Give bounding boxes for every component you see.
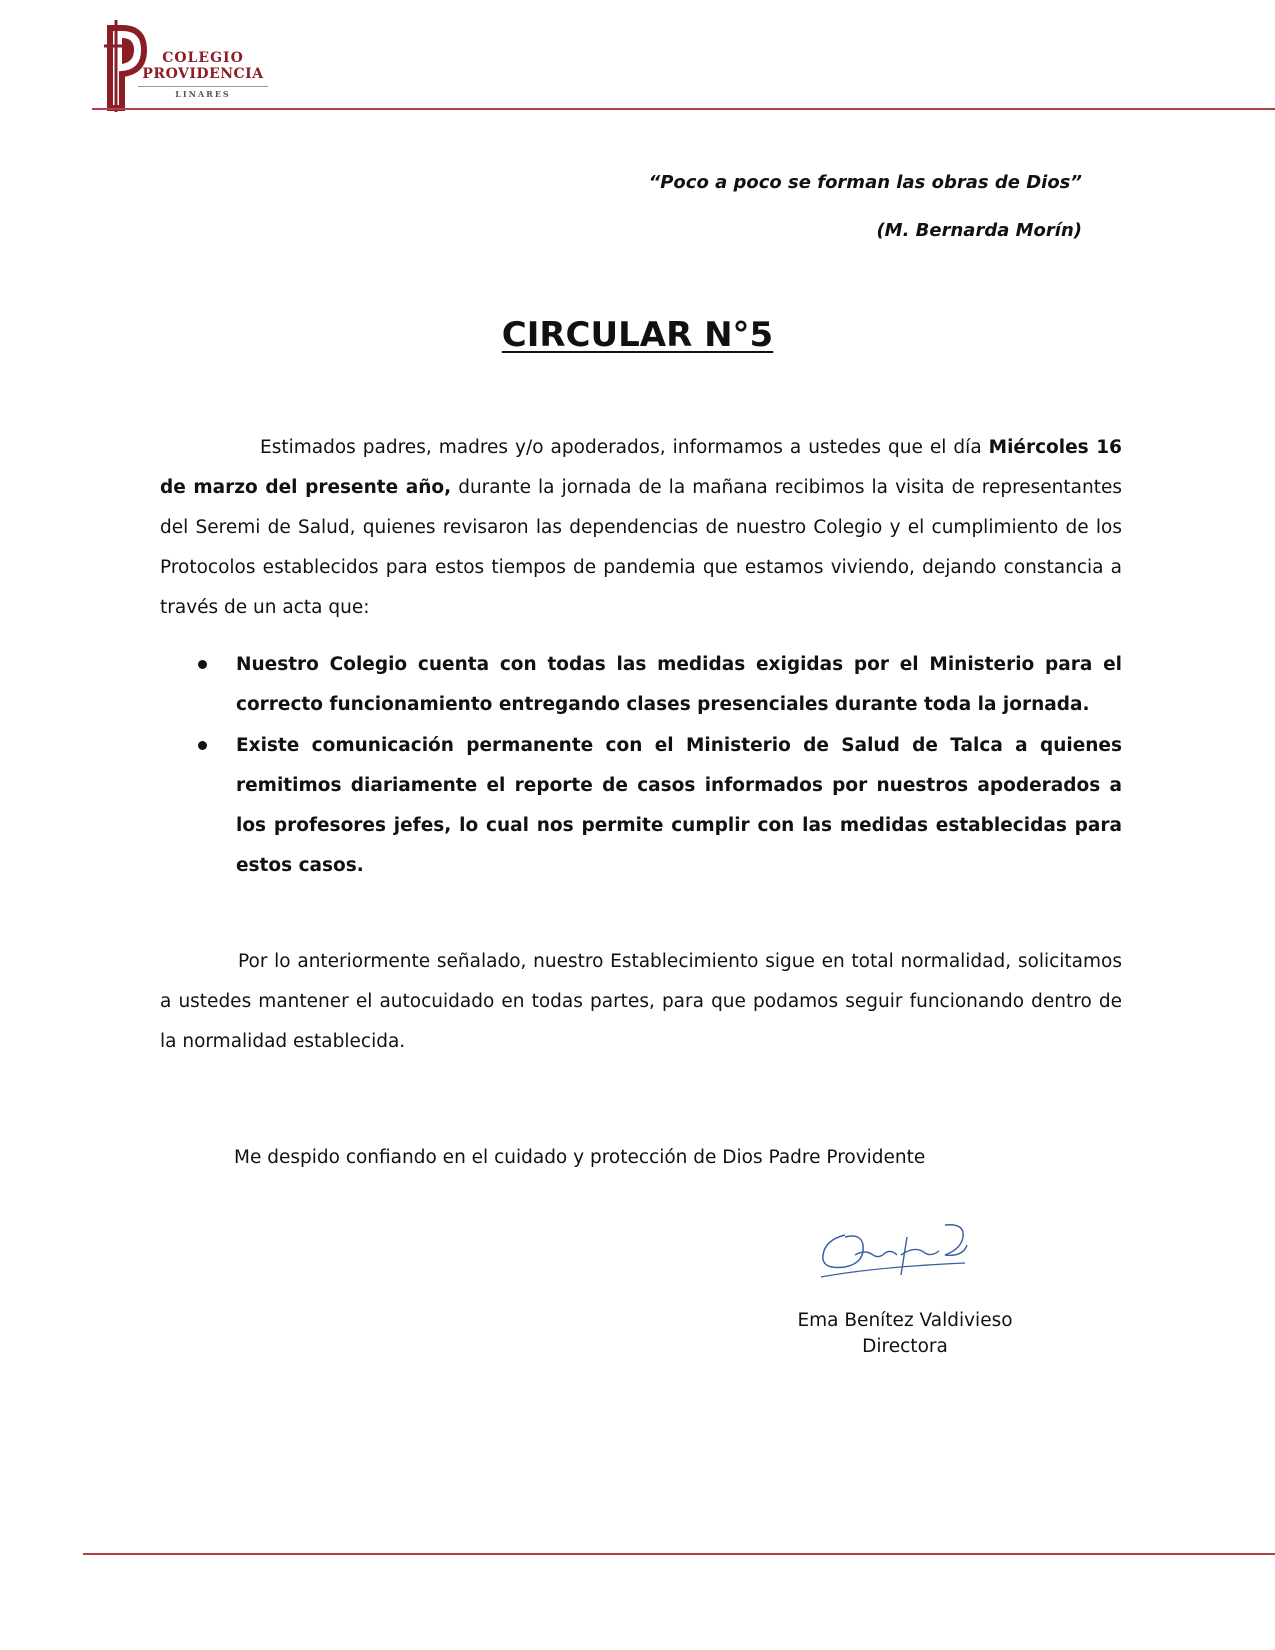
header-rule bbox=[92, 108, 1275, 110]
paragraph-intro-lead: Estimados padres, madres y/o apoderados, informamos a ustedes que el día bbox=[260, 437, 982, 458]
letterhead bbox=[0, 0, 1275, 115]
paragraph-conclusion-text: Por lo anteriormente señalado, nuestro Establecimiento sigue en total normalidad, solicitamos a ustedes mantener el autocuidado en todas partes, para que podamos seguir funcionando dentro de la normalidad establecida. bbox=[160, 951, 1122, 1052]
signer-block bbox=[760, 1308, 1050, 1360]
findings-list bbox=[160, 645, 1122, 887]
logo-line-linares: LINARES bbox=[175, 89, 231, 99]
logo-divider bbox=[138, 86, 268, 87]
paragraph-conclusion bbox=[160, 942, 1122, 1062]
logo-wordmark bbox=[138, 50, 268, 100]
paragraph-intro-rest: durante la jornada de la mañana recibimos la visita de representantes del Seremi de Salud, quienes revisaron las dependencias de nuestro Colegio y el cumplimiento de los Protocolos establecidos para estos tiempos de pandemia que estamos viviendo, dejando constancia a través de un acta que: bbox=[160, 477, 1122, 618]
paragraph-intro-date: Miércoles 16 de marzo del presente año, bbox=[160, 437, 1122, 498]
list-item-text: Nuestro Colegio cuenta con todas las medidas exigidas por el Ministerio para el correcto funcionamiento entregando clases presenciales durante toda la jornada. bbox=[236, 654, 1122, 715]
document-title-text: CIRCULAR N°5 bbox=[501, 315, 774, 355]
paragraph-intro bbox=[160, 428, 1122, 628]
motto-quote: “Poco a poco se forman las obras de Dios” bbox=[648, 172, 1082, 193]
footer-rule bbox=[83, 1553, 1275, 1555]
signer-role: Directora bbox=[862, 1336, 948, 1357]
bullet-icon bbox=[198, 741, 207, 750]
handwritten-signature bbox=[815, 1215, 975, 1290]
logo-line-colegio: COLEGIO bbox=[162, 50, 244, 66]
closing-line: Me despido confiando en el cuidado y protección de Dios Padre Providente bbox=[234, 1147, 926, 1168]
list-item-text: Existe comunicación permanente con el Ministerio de Salud de Talca a quienes remitimos diariamente el reporte de casos informados por nuestros apoderados a los profesores jefes, lo cual nos permite cumplir con las medidas establecidas para estos casos. bbox=[236, 735, 1122, 876]
list-item bbox=[160, 726, 1122, 886]
logo-line-providencia: PROVIDENCIA bbox=[142, 66, 264, 82]
list-item bbox=[160, 645, 1122, 725]
bullet-icon bbox=[198, 660, 207, 669]
signer-name: Ema Benítez Valdivieso bbox=[797, 1310, 1013, 1331]
document-title bbox=[0, 315, 1275, 355]
motto-author: (M. Bernarda Morín) bbox=[876, 220, 1082, 241]
